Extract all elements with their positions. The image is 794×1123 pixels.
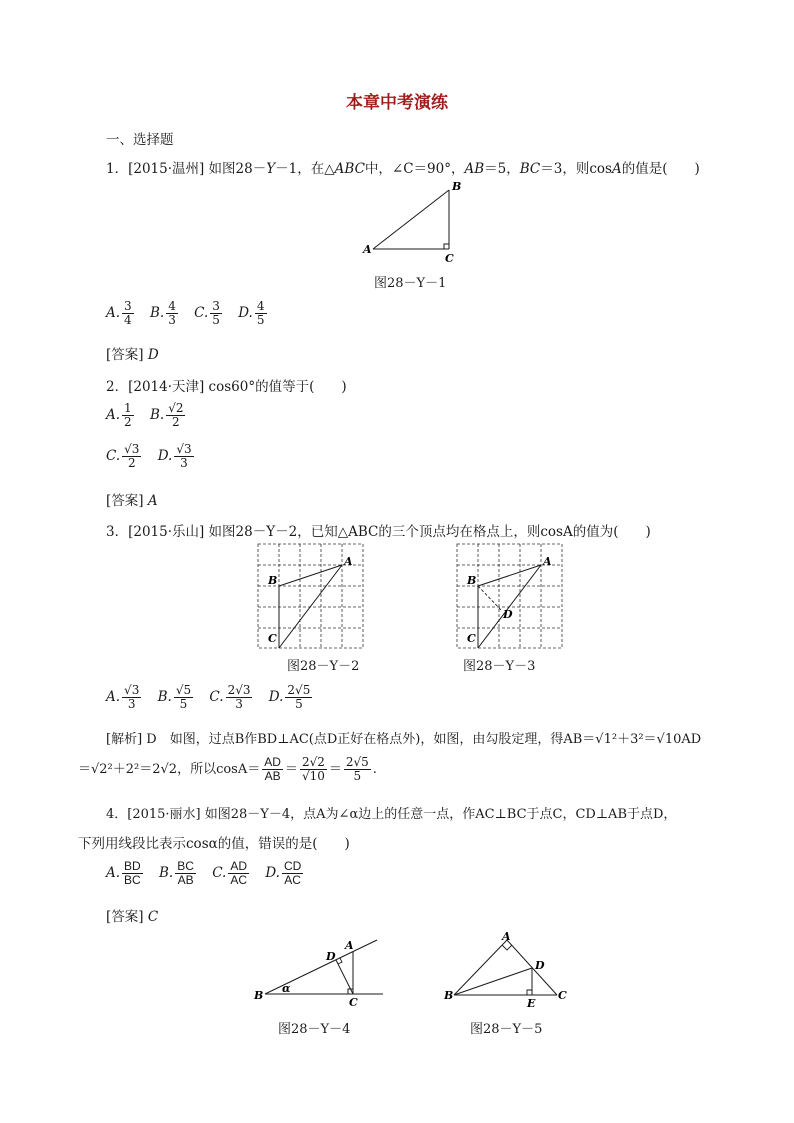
option-c: C. $\frac{√3}{2}$ [106,442,140,470]
figure-28-y-1 [360,178,460,264]
question-4-text-line1: 4．[2015·丽水] 如图28－Y－4，点A为∠α边上的任意一点，作AC⊥BC于点C，CD⊥AB于点D， [106,807,677,822]
option-c: C. $\frac{3}{5}$ [194,299,220,327]
vertex-a-label: A [345,939,354,952]
option-a: A. $\frac{√3}{3}$ [106,683,140,711]
point-d-label: D [535,959,545,972]
option-b: B. $\frac{4}{3}$ [149,299,176,327]
vertex-c-label: C [268,632,277,645]
vertex-c-label: C [349,996,358,1009]
figure-28-y-2 [256,542,368,650]
figure-caption-2: 图28－Y－2 [287,659,360,674]
question-2-options-row2 [106,443,206,470]
option-c: C. $\frac{2√3}{3}$ [209,683,251,711]
figure-caption-5: 图28－Y－5 [470,1022,543,1037]
option-b: B. $\frac{√2}{2}$ [149,401,184,429]
question-3-analysis-line1: [解析] D 如图，过点B作BD⊥AC(点D正好在格点外)，如图，由勾股定理，得AB＝√1²＋3²＝√10AD [106,732,702,747]
question-1-answer: [答案] D [106,347,159,363]
vertex-b-label: B [254,989,264,1002]
vertex-b-label: B [268,574,278,587]
question-2-text: 2．[2014·天津] cos60°的值等于( ) [106,379,347,395]
option-a: A. $\frac{BD}{BC}$ [106,859,141,887]
option-d: D. $\frac{√3}{3}$ [157,442,192,470]
page-title: 本章中考演练 [346,93,448,113]
vertex-a-label: A [543,555,552,568]
section-heading: 一、选择题 [106,132,174,148]
vertex-c-label: C [445,252,454,265]
point-d-label: D [326,950,336,963]
option-d: D. $\frac{2√5}{5}$ [268,683,311,711]
figure-28-y-3 [455,542,567,650]
figure-caption-3: 图28－Y－3 [463,659,536,674]
vertex-b-label: B [452,180,462,193]
option-b: B. $\frac{√5}{5}$ [157,683,192,711]
question-1-options [106,300,279,327]
question-4-answer: [答案] C [106,909,159,925]
vertex-b-label: B [467,574,477,587]
question-2-answer: [答案] A [106,493,158,509]
option-d: D. $\frac{CD}{AC}$ [265,859,302,887]
option-d: D. $\frac{4}{5}$ [238,299,265,327]
vertex-a-label: A [344,555,353,568]
vertex-b-label: B [444,989,454,1002]
angle-alpha-label: α [282,982,291,995]
question-3-text: 3．[2015·乐山] 如图28－Y－2，已知△ABC的三个顶点均在格点上，则cosA的值为( ) [106,524,651,540]
point-e-label: E [527,997,536,1010]
vertex-c-label: C [467,632,476,645]
option-c: C. $\frac{AD}{AC}$ [212,859,248,887]
question-4-text-line2: 下列用线段比表示cosα的值，错误的是( ) [78,836,350,852]
question-1-text: 1．[2015·温州] 如图28－Y－1，在△ABC中，∠C＝90°，AB＝5，BC＝3，则cosA的值是( ) [106,161,700,177]
option-a: A. $\frac{3}{4}$ [106,299,132,327]
point-d-label: D [503,608,513,621]
figure-caption-4: 图28－Y－4 [278,1022,351,1037]
figure-28-y-4 [250,932,390,1008]
figure-28-y-5 [440,928,580,1010]
question-4-options [106,860,315,887]
vertex-a-label: A [502,930,511,943]
figure-caption-1: 图28－Y－1 [374,276,447,291]
vertex-a-label: A [363,243,372,256]
vertex-c-label: C [558,989,567,1002]
option-a: A. $\frac{1}{2}$ [106,401,132,429]
question-3-options [106,684,324,711]
option-b: B. $\frac{BC}{AB}$ [159,859,194,887]
question-3-analysis-line2: ＝√2²＋2²＝2√2，所以cosA＝ $\frac{AD}{AB}$ ＝ $\frac{2√2}{√10}$ ＝ $\frac{2√5}{5}$ . [78,755,377,783]
question-2-options-row1 [106,402,197,429]
